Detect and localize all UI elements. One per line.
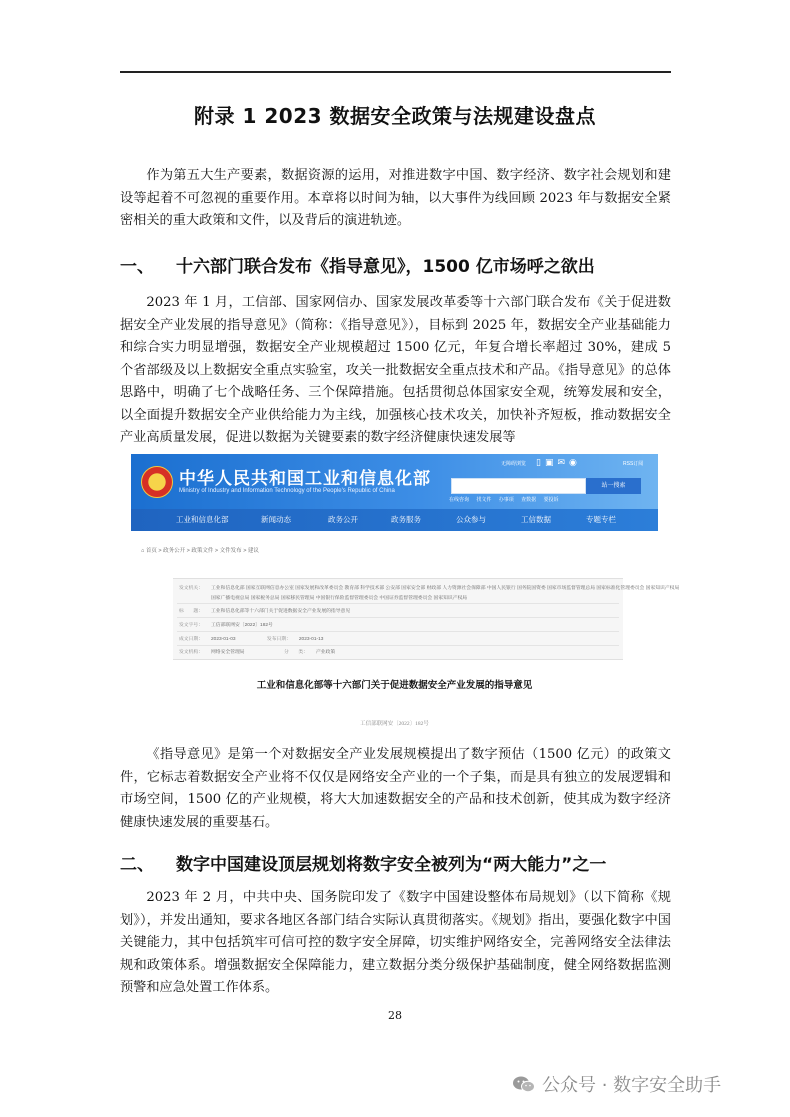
weibo-icon: ◉ — [569, 458, 581, 468]
info-org-row: 发文机构： 网络安全管理局 分 类： 产业政策 — [179, 650, 336, 655]
rss-link: RSS订阅 — [623, 461, 644, 467]
ministry-nav — [131, 509, 658, 531]
home-icon: ⌂ — [141, 548, 145, 554]
page-title: 附录 1 2023 数据安全政策与法规建设盘点 — [194, 104, 596, 128]
chat-icon: ✉ — [557, 458, 570, 468]
national-emblem-icon — [141, 466, 173, 498]
nav-item: 工信数据 — [521, 515, 551, 524]
header-rule — [120, 71, 671, 73]
info-title-row: 标 题： 工业和信息化部等十六部门关于促进数据安全产业发展的指导意见 — [179, 609, 351, 614]
section-2-heading-text: 数字中国建设顶层规划将数字安全被列为“两大能力”之一 — [176, 855, 607, 875]
nav-item: 政务公开 — [328, 515, 358, 524]
document-info-box — [173, 578, 680, 660]
wechat-watermark: 公众号 · 数字安全助手 — [542, 1075, 722, 1096]
breadcrumb-text: 首页 > 政务公开 > 政策文件 > 文件发布 > 建议 — [145, 548, 259, 554]
section-2-heading — [120, 850, 671, 875]
ministry-website-screenshot — [131, 454, 680, 744]
section-1-number: 一、 — [120, 257, 154, 277]
section-1-paragraph-1: 2023 年 1 月，工信部、国家网信办、国家发展改革委等十六部门联合发布《关于促进数据安全产业发展的指导意见》（简称：《指导意见》），目标到 2025 年，数据安全产业基础能力和综合实力明显增强，数据安全产业规模超过 1500 亿元，年复合增长率超过 30%，建成 5 个省部级及以上数据安全重点实验室，攻关一批数据安全重点技术和产品。《指导意见》的总体思路中，明确了七个战略任务、三个保障措施。包括贯彻总体国家安全观，统筹发展和安全，以全面提升数据安全产业供给能力为主线，加强核心技术攻关，加快补齐短板，推动数据安全产业高质量发展，促进以数据为关键要素的数字经济健康快速发展等 — [120, 295, 671, 445]
wechat-icon — [512, 1074, 536, 1094]
info-date-row: 成文日期： 2023-01-03 发布日期： 2023-01-13 — [179, 637, 324, 642]
nav-item: 公众参与 — [456, 515, 486, 524]
intro-paragraph: 作为第五大生产要素，数据资源的运用，对推进数字中国、数字经济、数字社会规划和建设等起着不可忽视的重要作用。本章将以时间为轴，以大事件为线回顾 2023 年与数据安全紧密相关的重大政策和文件，以及背后的演进轨迹。 — [120, 168, 671, 228]
info-issuer-row-2: 国家广播电视总局 国家税务总局 国家移民管理局 中国银行保险监督管理委员会 中国证券监督管理委员会 国家知识产权局 — [211, 596, 468, 601]
mobile-icon: ▯ — [536, 458, 545, 468]
section-2-number: 二、 — [120, 855, 154, 875]
nav-item: 专题专栏 — [586, 515, 616, 524]
accessibility-link: 无障碍浏览 — [501, 461, 527, 467]
section-1-heading — [120, 252, 671, 277]
banner-icons — [536, 458, 581, 468]
quick-links: 在线咨询 找文件 办事项 查数据 要投诉 — [449, 497, 559, 503]
site-search-button: 站一搜索 — [586, 478, 641, 494]
document-number: 工信部联网安〔2022〕182号 — [360, 721, 429, 727]
ministry-banner — [131, 454, 658, 509]
page-number: 28 — [388, 1009, 402, 1022]
nav-item: 新闻动态 — [261, 515, 291, 524]
section-1-heading-text: 十六部门联合发布《指导意见》，1500 亿市场呼之欲出 — [176, 257, 595, 277]
document-title: 工业和信息化部等十六部门关于促进数据安全产业发展的指导意见 — [256, 680, 533, 691]
section-1-paragraph-2: 《指导意见》是第一个对数据安全产业发展规模提出了数字预估（1500 亿元）的政策文件，它标志着数据安全产业将不仅仅是网络安全产业的一个子集，而是具有独立的发展逻辑和市场空间，1500 亿的产业规模，将大大加速数据安全的产品和技术创新，使其成为数字经济健康快速发展的重要基石。 — [120, 747, 671, 830]
qr-icon: ▣ — [544, 458, 558, 468]
breadcrumb — [141, 546, 259, 554]
info-issuer-row: 发文机关： 工业和信息化部 国家互联网信息办公室 国家发展和改革委员会 教育部 科学技术部 公安部 国家安全部 财政部 人力资源社会保障部 中国人民银行 国务院国资委 国家市场监督管理总局 国家标准化管理委员会 国家知识产权局 — [179, 586, 680, 591]
section-2-paragraph-1: 2023 年 2 月，中共中央、国务院印发了《数字中国建设整体布局规划》（以下简称《规划》），并发出通知，要求各地区各部门结合实际认真贯彻落实。《规划》指出，要强化数字中国关键能力，其中包括筑牢可信可控的数字安全屏障，切实维护网络安全，完善网络安全法律法规和政策体系。增强数据安全保障能力，建立数据分类分级保护基础制度，健全网络数据监测预警和应急处置工作体系。 — [120, 890, 671, 995]
nav-item: 政务服务 — [391, 515, 421, 524]
site-search-box — [451, 478, 586, 494]
info-docno-row: 发文字号： 工信部联网安〔2022〕182号 — [179, 623, 273, 628]
nav-item: 工业和信息化部 — [176, 515, 229, 524]
ministry-name-en: Ministry of Industry and Information Technology of the People's Republic of China — [179, 488, 395, 494]
ministry-name-cn: 中华人民共和国工业和信息化部 — [179, 469, 431, 489]
